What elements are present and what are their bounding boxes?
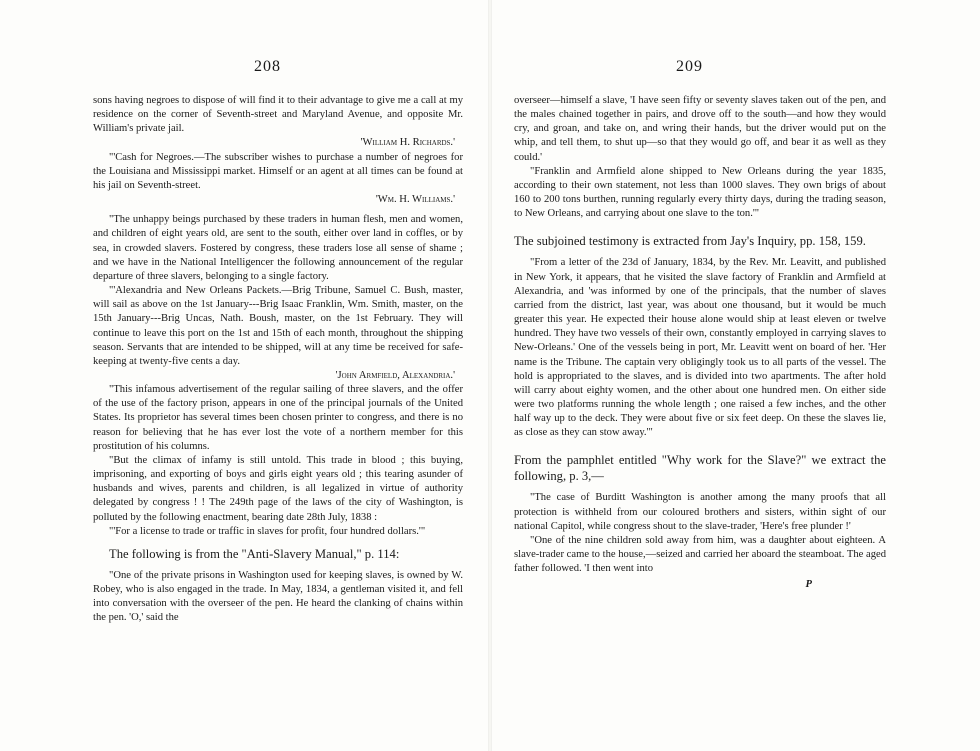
paragraph: "From a letter of the 23d of January, 1834, by the Rev. Mr. Leavitt, and published in New York, it appears, that he visited the slave factory of Franklin and Armfield at Alexandria, and 'was informed by one of the principals, that the number of slaves carried from the district, last year, was about one thousand, but it would be much greater this year. He expected their house alone would ship at least eleven or twelve hundred. They have two vessels of their own, constantly employed in carrying slaves to New-Orleans.' One of the vessels being in port, Mr. Leavitt went on board of her. 'Her name is the Tribune. The captain very obligingly took us to all parts of the vessel. The hold is appropriated to the slaves, and is divided into two apartments. The after hold will carry about eighty women, and the other about one hundred men. On either side were two platforms running the whole length ; one raised a few inches, and the other half way up to the deck. They were about five or six feet deep. On these the slaves lie, as close as they can stow away.'" bbox=[514, 257, 886, 439]
paragraph: "One of the nine children sold away from him, was a daughter about eighteen. A slave-trader came to the house,—seized and carried her aboard the steamboat. The aged father followed. 'I then went into bbox=[514, 534, 886, 575]
paragraph: overseer—himself a slave, 'I have seen fifty or seventy slaves taken out of the pen, and the males chained together in pairs, and drove off to the south—and how they would cry, and groan, and take on, and wring their hands, but the driver would put on the whip, and tell them, to shut up—so that they would go off, and bear it as well as they could.' bbox=[514, 95, 886, 163]
page-number: 209 bbox=[676, 58, 703, 75]
paragraph: "'For a license to trade or traffic in slaves for profit, four hundred dollars.'" bbox=[109, 525, 426, 537]
signature-line: 'John Armfield, Alexandria.' bbox=[335, 369, 455, 381]
paragraph: "The unhappy beings purchased by these traders in human flesh, men and women, and children of eight years old, are sent to the south, either over land in coffles, or by sea, in crowded slavers. Fostered by congress, these traders lose all sense of shame ; and we have in the National Intelligencer the following announcement of the regular departure of three slavers, belonging to a single factory. bbox=[93, 214, 463, 282]
page-number: 208 bbox=[254, 58, 281, 75]
paragraph: "This infamous advertisement of the regular sailing of three slavers, and the offer of the use of the factory prison, appears in one of the principal journals of the United States. Its proprietor has several times been chosen printer to congress, and there is no reason for believing that he has ever lost the vote of a northern member for this prostitution of his columns. bbox=[93, 384, 463, 452]
right-page bbox=[490, 0, 980, 751]
paragraph: "The case of Burditt Washington is another among the many proofs that all protection is withheld from our coloured brothers and sisters, within sight of our national Capitol, while congress shout to the slave-trader, 'Here's free plunder !' bbox=[514, 492, 886, 532]
signature-line: 'William H. Richards.' bbox=[360, 137, 455, 149]
section-lead: From the pamphlet entitled "Why work for the Slave?" we extract the following, p. 3,— bbox=[514, 453, 886, 484]
paragraph: "Franklin and Armfield alone shipped to New Orleans during the year 1835, according to their own statement, not less than 1000 slaves. They own brigs of about 160 to 200 tons burthen, running regularly every thirty days, during the trading season, to New Orleans, and carrying about one slave to the ton.'" bbox=[514, 165, 886, 220]
paragraph: "But the climax of infamy is still untold. This trade in blood ; this buying, imprisoning, and exporting of boys and girls eight years old ; this tearing asunder of husbands and wives, parents and children, is all legalized in virtue of authority delegated by congress ! ! The 249th page of the laws of the city of Washington, is polluted by the following enactment, bearing date 28th July, 1838 : bbox=[93, 454, 463, 523]
signature-line: 'Wm. H. Williams.' bbox=[375, 194, 455, 206]
paragraph: "One of the private prisons in Washington used for keeping slaves, is owned by W. Robey, who is also engaged in the trade. In May, 1834, a gentleman visited it, and fell into conversation with the overseer of the pen. He heard the clanking of chains within the pen. 'O,' said the bbox=[93, 569, 463, 624]
section-lead: The following is from the "Anti-Slavery Manual," p. 114: bbox=[109, 546, 400, 561]
page-body bbox=[93, 94, 463, 625]
page-body bbox=[514, 94, 886, 593]
section-lead: The subjoined testimony is extracted from Jay's Inquiry, pp. 158, 159. bbox=[514, 234, 866, 249]
paragraph: sons having negroes to dispose of will find it to their advantage to give me a call at my residence on the corner of Seventh-street and Maryland Avenue, and opposite Mr. William's private jail. bbox=[93, 95, 463, 135]
printer-signature-mark: P bbox=[805, 579, 812, 591]
paragraph: "'Cash for Negroes.—The subscriber wishes to purchase a number of negroes for the Louisiana and Mississippi market. Himself or an agent at all times can be found at his jail on Seventh-street. bbox=[93, 151, 463, 191]
paragraph: "'Alexandria and New Orleans Packets.—Brig Tribune, Samuel C. Bush, master, will sail as above on the 1st January---Brig Isaac Franklin, Wm. Smith, master, on the 15th January---Brig Uncas, Nath. Boush, master, on the 1st February. They will continue to leave this port on the 1st and 15th of each month, throughout the shipping season. Servants that are intended to be shipped, will at any time be received for safe-keeping at twenty-five cents a day. bbox=[93, 285, 463, 367]
